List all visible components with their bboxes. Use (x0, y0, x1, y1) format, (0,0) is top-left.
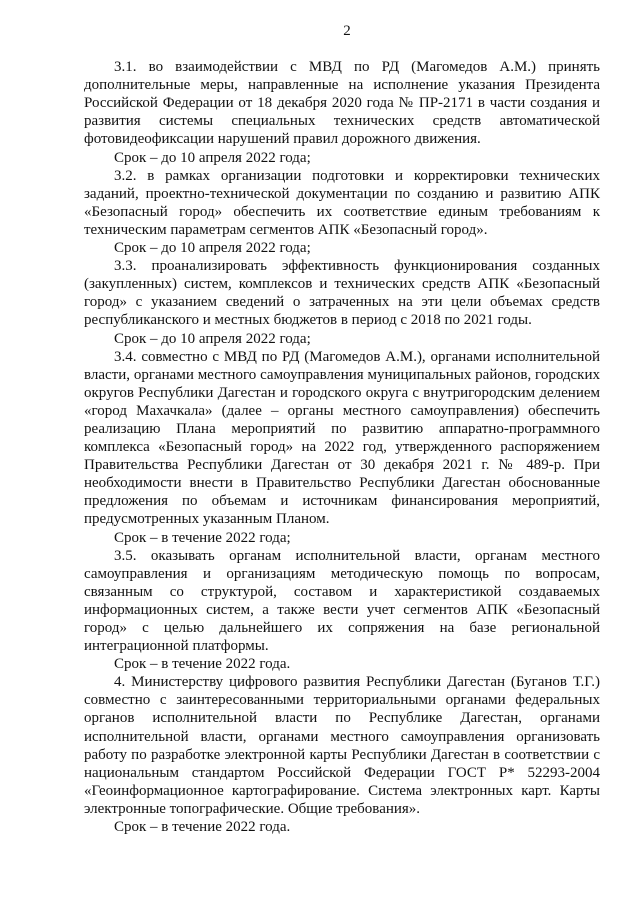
page-number: 2 (343, 23, 351, 39)
paragraph-4: 4. Министерству цифрового развития Республики Дагестан (Буганов Т.Г.) совместно с заинтересованными территориальными органами федеральных органов исполнительной власти по Республике Дагестан, органами исполнительной власти, органами местного самоуправления организовать работу по разработке электронной карты Республики Дагестан в соответствии с национальным стандартом Российской Федерации ГОСТ Р* 52293-2004 «Геоинформационное картографирование. Система электронных карт. Карты электронные топографические. Общие требования». (84, 674, 600, 817)
paragraph-3-4: 3.4. совместно с МВД по РД (Магомедов А.М.), органами исполнительной власти, органами местного самоуправления муниципальных районов, городских округов Республики Дагестан и городского округа с внутригородским делением «город Махачкала» (далее – органы местного самоуправления) обеспечить реализацию Плана мероприятий по развитию аппаратно-программного комплекса «Безопасный город» на 2022 год, утвержденного распоряжением Правительства Республики Дагестан от 30 декабря 2021 г. № 489-р. При необходимости внести в Правительство Республики Дагестан обоснованные предложения по объемам и источникам финансирования мероприятий, предусмотренных указанным Планом. (84, 348, 600, 528)
paragraph-3-1: 3.1. во взаимодействии с МВД по РД (Магомедов А.М.) принять дополнительные меры, направленные на исполнение указания Президента Российской Федерации от 18 декабря 2020 года № ПР-2171 в части создания и развития системы специальных технических средств автоматической фотовидеофиксации нарушений правил дорожного движения. (84, 59, 600, 148)
deadline-3-1: Срок – до 10 апреля 2022 года; (114, 149, 311, 166)
deadline-3-3: Срок – до 10 апреля 2022 года; (114, 330, 311, 347)
paragraph-3-3: 3.3. проанализировать эффективность функционирования созданных (закупленных) систем, комплексов и технических средств АПК «Безопасный город» с указанием сведений о затраченных на эти цели объемах средств республиканского и местных бюджетов в период с 2018 по 2021 годы. (84, 258, 600, 329)
deadline-3-5: Срок – в течение 2022 года. (114, 656, 291, 673)
paragraph-3-2: 3.2. в рамках организации подготовки и корректировки технических заданий, проектно-технической документации по созданию и развитию АПК «Безопасный город» обеспечить их соответствие единым требованиям к техническим параметрам сегментов АПК «Безопасный город». (84, 167, 600, 238)
paragraph-3-5: 3.5. оказывать органам исполнительной власти, органам местного самоуправления и организациям методическую помощь по вопросам, связанным со структурой, составом и характеристикой создаваемых информационных систем, а также вести учет сегментов АПК «Безопасный город» с целью дальнейшего их сопряжения на базе региональной интеграционной платформы. (84, 547, 600, 655)
deadline-3-4: Срок – в течение 2022 года; (114, 529, 291, 546)
deadline-4: Срок – в течение 2022 года. (114, 819, 291, 836)
deadline-3-2: Срок – до 10 апреля 2022 года; (114, 240, 311, 257)
